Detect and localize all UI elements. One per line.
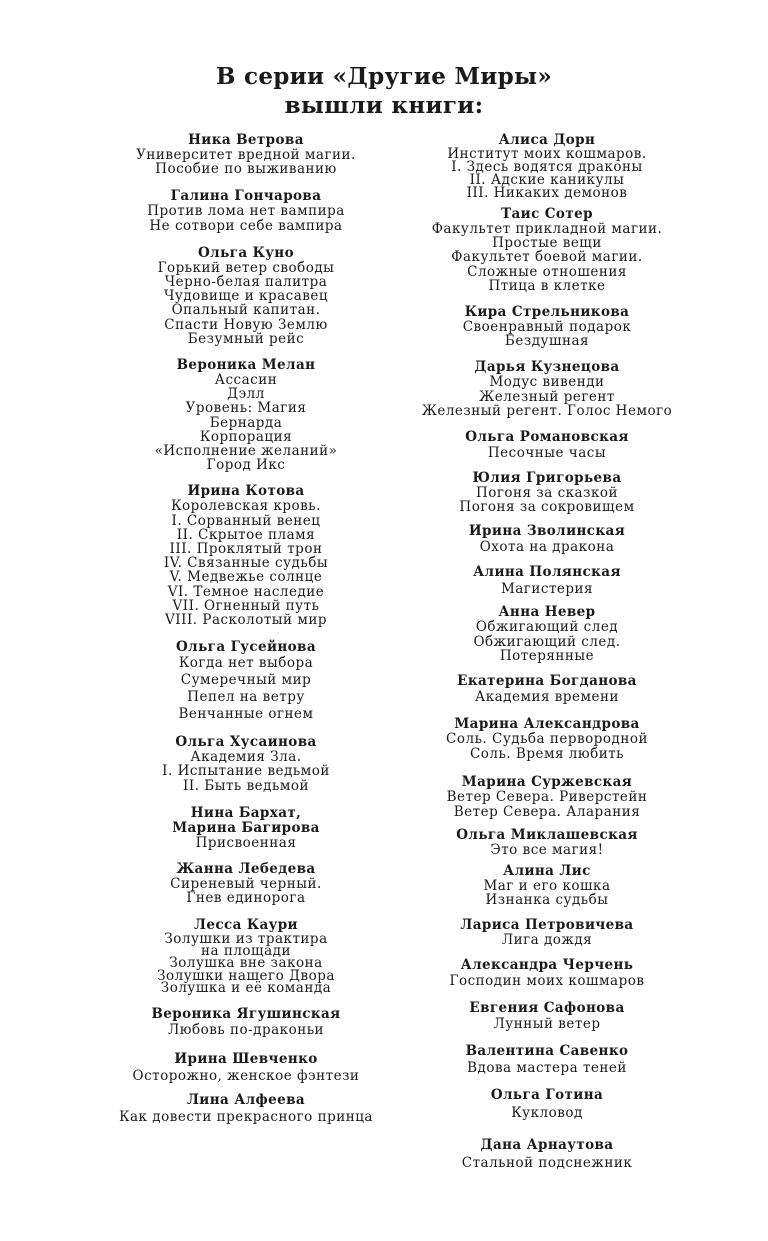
book-entry [96, 1093, 396, 1126]
book-title: Не сотвори себе вампира [149, 217, 343, 234]
author-name: Юлия Григорьева [472, 470, 622, 487]
book-title: Своенравный подарок [462, 319, 632, 336]
book-title: Маг и его кошка [483, 878, 611, 895]
book-title: Песочные часы [487, 445, 607, 462]
book-entry [96, 246, 396, 346]
author-name: Марина Александрова [454, 716, 640, 733]
author-name: Лесса Каури [194, 916, 298, 933]
book-entry [96, 1007, 396, 1039]
book-title: Против лома нет вампира [147, 203, 345, 220]
book-title: Академия Зла. [190, 749, 302, 766]
book-title: Любовь по-драконьи [167, 1021, 325, 1038]
title-line-1: В серии «Другие Миры» [215, 63, 553, 90]
book-title: Университет вредной магии. [136, 147, 356, 163]
book-title: I. Сорванный венец [171, 512, 321, 529]
author-name: Жанна Лебедева [176, 861, 316, 878]
left-column [96, 133, 396, 1126]
book-entry [96, 484, 396, 627]
book-title: Ветер Севера. Риверстейн [446, 789, 648, 806]
book-title: Пособие по выживанию [155, 161, 337, 178]
book-title: Обжигающий след [475, 619, 619, 636]
book-title: на площади [201, 942, 291, 959]
book-title: Ассасин [214, 372, 278, 389]
book-entry [96, 862, 396, 905]
book-title: Дэлл [227, 386, 265, 403]
book-title: Лига дождя [501, 931, 593, 948]
book-entry [397, 775, 697, 820]
author-name: Ирина Шевченко [174, 1050, 318, 1067]
book-entry [96, 735, 396, 793]
book-title: Венчанные огнем [178, 706, 314, 723]
book-title: VIII. Расколотый мир [165, 612, 327, 629]
book-entry [397, 305, 697, 348]
book-title: V. Медвежье солнце [169, 569, 323, 586]
book-title: Уровень: Магия [185, 400, 307, 417]
book-title: Модус вивенди [489, 374, 605, 391]
book-entry [96, 133, 396, 176]
author-name: Дана Арнаутова [480, 1136, 614, 1153]
book-entry [397, 918, 697, 947]
book-title: Вдова мастера теней [467, 1059, 627, 1076]
author-name: Марина Багирова [172, 819, 320, 836]
book-title: IV. Связанные судьбы [163, 555, 329, 572]
book-title: Господин моих кошмаров [449, 972, 645, 989]
author-name: Ольга Гусейнова [176, 639, 316, 656]
author-name: Анна Невер [498, 604, 596, 621]
book-title: Корпорация [199, 428, 293, 445]
author-name: Марина Суржевская [461, 774, 633, 791]
book-entry [397, 828, 697, 857]
book-title: Простые вещи [492, 235, 602, 252]
book-title: Сумеречный мир [180, 672, 312, 689]
author-name: Евгения Сафонова [469, 999, 625, 1016]
book-title: Погоня за сокровищем [459, 499, 635, 516]
author-name: Ольга Миклашевская [456, 827, 638, 844]
book-entry [397, 674, 697, 705]
right-column [397, 133, 697, 1173]
author-name: Алина Лис [503, 863, 591, 880]
author-name: Ольга Куно [198, 244, 294, 261]
book-title: Соль. Судьба первородной [446, 731, 648, 748]
book-entry [397, 133, 697, 200]
book-title: Гнев единорога [186, 890, 306, 907]
book-title: Черно-белая палитра [164, 274, 328, 291]
book-title: Сложные отношения [467, 263, 627, 280]
book-entry [397, 717, 697, 762]
book-title: Изнанка судьбы [485, 892, 609, 909]
book-title: Ветер Севера. Аларания [453, 804, 641, 821]
author-name: Ольга Романовская [465, 429, 629, 446]
author-name: Екатерина Богданова [457, 673, 637, 690]
author-name: Ирина Котова [187, 483, 305, 500]
book-title: Присвоенная [195, 834, 297, 851]
author-name: Валентина Савенко [465, 1042, 629, 1059]
book-entry [397, 524, 697, 555]
book-entry [96, 918, 396, 995]
book-title: Обжигающий след. [473, 633, 621, 650]
author-name: Нина Бархат, [190, 804, 302, 821]
book-title: Потерянные [499, 647, 595, 664]
book-entry [96, 640, 396, 723]
author-name: Ольга Готина [490, 1086, 604, 1103]
book-title: I. Испытание ведьмой [162, 763, 330, 780]
book-title: Магистерия [500, 581, 594, 598]
book-title: Чудовище и красавец [163, 288, 329, 305]
book-entry [397, 1138, 697, 1173]
book-title: Королевская кровь. [171, 498, 321, 515]
book-title: Факультет прикладной магии. [431, 221, 663, 237]
author-name: Таис Сотер [501, 206, 593, 222]
book-title: Бездушная [504, 333, 590, 350]
author-name: Вероника Мелан [176, 357, 316, 374]
book-title: Железный регент. Голос Немого [421, 402, 673, 419]
page-title [0, 62, 768, 120]
book-title: Лунный ветер [493, 1015, 601, 1032]
book-entry [96, 1052, 396, 1085]
book-title: VII. Огненный путь [172, 597, 320, 614]
author-name: Лариса Петровичева [460, 916, 634, 933]
book-title: Стальной подснежник [461, 1154, 633, 1171]
book-entry [397, 565, 697, 598]
book-title: «Исполнение желаний» [154, 443, 338, 460]
author-name: Вероника Ягушинская [151, 1005, 341, 1022]
book-title: Золушки нашего Двора [157, 967, 335, 984]
book-title: Это все магия! [490, 842, 604, 859]
book-entry [96, 806, 396, 850]
book-title: Безумный рейс [187, 330, 305, 347]
book-entry [397, 605, 697, 663]
book-entry [96, 358, 396, 472]
book-title: Золушка и её команда [160, 980, 332, 997]
book-entry [397, 207, 697, 293]
book-title: Золушка вне закона [169, 955, 323, 972]
book-entry [96, 189, 396, 232]
book-title: VI. Темное наследие [167, 583, 325, 600]
book-title: Опальный капитан. [171, 302, 321, 319]
author-name: Александра Черчень [460, 956, 634, 973]
book-title: Погоня за сказкой [475, 485, 619, 502]
book-title: Пепел на ветру [187, 689, 305, 706]
title-line-2: вышли книги: [284, 92, 484, 119]
book-title: Птица в клетке [488, 277, 606, 294]
book-entry [397, 430, 697, 462]
author-name: Ольга Хусаинова [175, 734, 317, 751]
book-entry [397, 471, 697, 514]
book-title: Железный регент [479, 388, 615, 405]
author-name: Дарья Кузнецова [474, 359, 620, 376]
book-title: Кукловод [511, 1104, 583, 1121]
book-entry [397, 1001, 697, 1032]
book-title: Город Икс [206, 457, 286, 474]
book-title: Осторожно, женское фэнтези [132, 1067, 360, 1084]
book-title: II. Адские каникулы [469, 172, 625, 188]
book-title: III. Проклятый трон [169, 541, 323, 558]
book-title: II. Скрытое пламя [176, 526, 316, 543]
book-title: I. Здесь водятся драконы [451, 159, 643, 175]
book-entry [397, 958, 697, 990]
book-title: Академия времени [474, 689, 620, 706]
author-name: Ирина Зволинская [468, 523, 626, 540]
book-title: Как довести прекрасного принца [119, 1108, 373, 1125]
book-title: Институт моих кошмаров. [447, 146, 647, 162]
author-name: Алина Полянская [473, 564, 621, 581]
author-name: Ника Ветрова [188, 132, 304, 148]
book-entry [397, 864, 697, 907]
book-title: Бернарда [209, 414, 283, 431]
book-title: Соль. Время любить [469, 746, 625, 763]
book-entry [397, 1088, 697, 1124]
book-entry [397, 360, 697, 418]
book-title: Горький ветер свободы [157, 259, 335, 276]
book-title: Спасти Новую Землю [164, 316, 328, 333]
author-name: Кира Стрельникова [464, 304, 630, 321]
book-title: II. Быть ведьмой [183, 777, 309, 794]
author-name: Алиса Дорн [498, 132, 596, 148]
author-name: Галина Гончарова [170, 188, 322, 205]
book-title: Когда нет выбора [178, 655, 314, 672]
book-title: Сиреневый черный. [170, 876, 322, 893]
book-title: Золушки из трактира [164, 930, 328, 947]
book-title: Охота на дракона [479, 539, 615, 556]
book-entry [397, 1044, 697, 1077]
book-title: Факультет боевой магии. [451, 249, 643, 266]
book-title: III. Никаких демонов [466, 185, 628, 201]
author-name: Лина Алфеева [186, 1091, 306, 1108]
